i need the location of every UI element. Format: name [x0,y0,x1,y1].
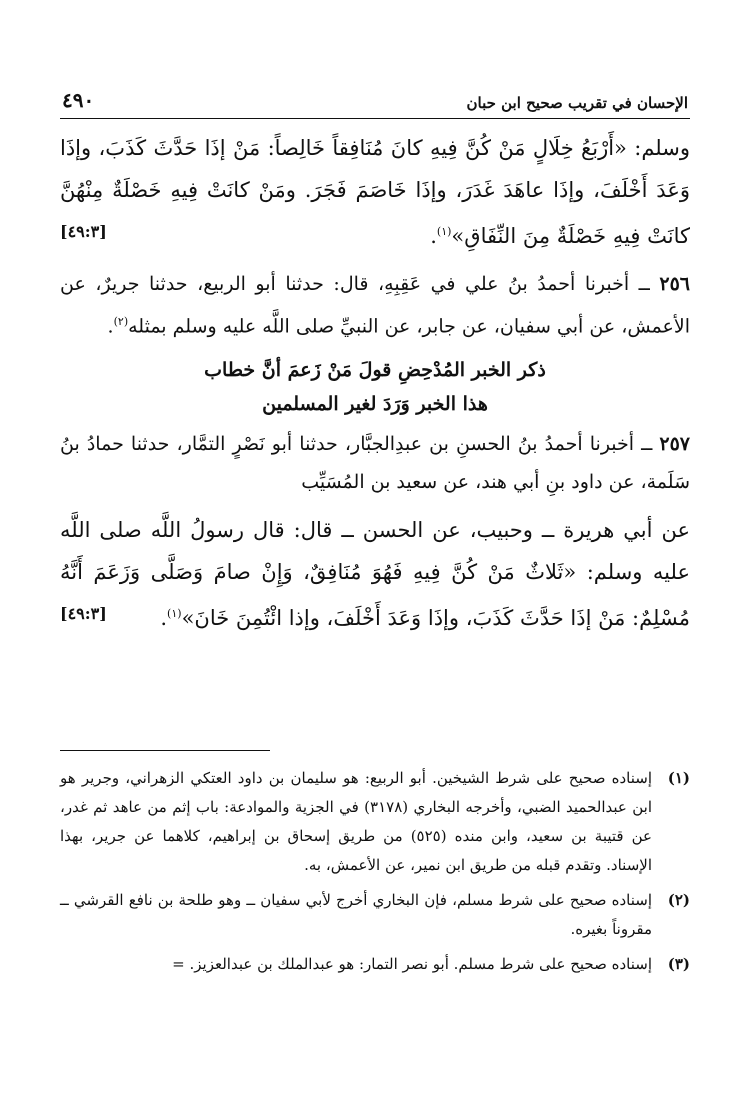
running-header [60,88,690,119]
footnote-text: إسناده صحيح على شرط الشيخين. أبو الربيع: هو سليمان بن داود العتكي الزهراني، وجرير هو ابن عبدالحميد الضبي، وأخرجه البخاري (٣١٧٨) في الجزية والموادعة: باب إثم من عاهد ثم غدر، عن قتيبة بن سعيد، وابن منده (٥٢٥) من طريق إسحاق بن إبراهيم، كلاهما عن جرير، بهذا الإسناد. وتقدم قبله من طريق ابن نمير، عن الأعمش، به. [60,769,652,874]
footnotes [60,764,690,985]
footnote-text: إسناده صحيح على شرط مسلم. أبو نصر التمار: هو عبدالملك بن عبدالعزيز. = [172,955,652,973]
footnote-number: (٢) [667,891,690,909]
cross-reference: [٤٩:٣] [60,604,107,624]
cross-reference: [٤٩:٣] [60,222,107,241]
footnote-number: (٣) [667,955,690,973]
footnote-1 [60,764,690,880]
hadith-text: عن أبي هريرة ــ وحبيب، عن الحسن ــ قال: قال رسولُ اللَّه صلى اللَّه عليه وسلم: «ثَلاثٌ مَنْ كُنَّ فِيهِ فَهُوَ مُنَافِقٌ، وَإِنْ صامَ وَصَلَّى وَزَعَمَ أَنَّهُ مُسْلِمٌ: مَنْ إذَا حَدَّثَ كَذَبَ، وإذَا وَعَدَ أَخْلَفَ، وإذا ائْتُمِنَ خَانَ» [60,518,690,631]
footnote-mark[interactable]: (١) [167,607,182,621]
footnote-text: إسناده صحيح على شرط مسلم، فإن البخاري أخرج لأبي سفيان ــ وهو طلحة بن نافع القرشي ــ مقروناً بغيره. [60,891,652,938]
hadith-number: ٢٥٦ [659,273,690,295]
page-number: ٤٩٠ [62,88,95,112]
footnote-mark[interactable]: (٢) [113,315,129,328]
chapter-heading [60,353,690,421]
footnote-3 [60,950,690,979]
hadith-257-matn: عن أبي هريرة ــ وحبيب، عن الحسن ــ قال: قال رسولُ اللَّه صلى اللَّه عليه وسلم: «ثَلاثٌ مَنْ كُنَّ فِيهِ فَهُوَ مُنَافِقٌ، وَإِنْ صامَ وَصَلَّى وَزَعَمَ أَنَّهُ مُسْلِمٌ: مَنْ إذَا حَدَّثَ كَذَبَ، وإذَا وَعَدَ أَخْلَفَ، وإذا ائْتُمِنَ خَانَ»$^{(١)}$. [٤٩:٣] [60,509,690,639]
hadith-256: ٢٥٦ ــ أخبرنا أحمدُ بنُ علي في عَقِبِهِ، قال: حدثنا أبو الربيع، حدثنا جريرٌ، عن الأعمش، عن أبي سفيان، عن جابر، عن النبيِّ صلى اللَّه عليه وسلم بمثله$^{(٢)}$. [60,273,690,338]
footnote-separator [60,750,270,751]
hadith-255-continuation: وسلم: «أَرْبَعُ خِلَالٍ مَنْ كُنَّ فِيهِ كانَ مُنَافِقاً خَالِصاً: مَنْ إذَا حَدَّثَ كَذَبَ، وإذَا وَعَدَ أَخْلَفَ، وإذَا عاهَدَ غَدَرَ، وإذَا خَاصَمَ فَجَرَ. ومَنْ كانَتْ فِيهِ خَصْلَةٌ مِنْهُنَّ كانَتْ فِيهِ خَصْلَةٌ مِنَ النِّفَاقِ»$^{(١)}$. [٤٩:٣] [60,127,690,257]
hadith-257-isnad [60,425,690,501]
hadith-text: وسلم: «أَرْبَعُ خِلَالٍ مَنْ كُنَّ فِيهِ كانَ مُنَافِقاً خَالِصاً: مَنْ إذَا حَدَّثَ كَذَبَ، وإذَا وَعَدَ أَخْلَفَ، وإذَا عاهَدَ غَدَرَ، وإذَا خَاصَمَ فَجَرَ. ومَنْ كانَتْ فِيهِ خَصْلَةٌ مِنْهُنَّ كانَتْ فِيهِ خَصْلَةٌ مِنَ النِّفَاقِ» [60,136,690,248]
hadith-text: ــ أخبرنا أحمدُ بنُ علي في عَقِبِهِ، قال: حدثنا أبو الربيع، حدثنا جريرٌ، عن الأعمش، عن أبي سفيان، عن جابر، عن النبيِّ صلى اللَّه عليه وسلم بمثله [60,273,690,338]
book-title: الإحسان في تقريب صحيح ابن حبان [466,94,688,112]
footnote-number: (١) [667,769,690,787]
chapter-heading-line-1: ذكر الخبر المُدْحِضِ قولَ مَنْ زَعمَ أنَّ خطاب [204,359,546,382]
footnote-2 [60,886,690,944]
footnote-mark[interactable]: (١) [436,225,452,238]
page-body [60,88,691,973]
chapter-heading-line-2: هذا الخبر وَرَدَ لغير المسلمين [262,393,488,416]
hadith-number: ٢٥٧ [659,433,691,456]
hadith-isnad: ــ أخبرنا أحمدُ بنُ الحسنِ بن عبدِالجبَّار، حدثنا أبو نَصْرٍ التمَّار، حدثنا حمادُ بنُ سَلَمة، عن داود بنِ أبي هند، عن سعيد بن المُسَيِّب [60,433,690,494]
